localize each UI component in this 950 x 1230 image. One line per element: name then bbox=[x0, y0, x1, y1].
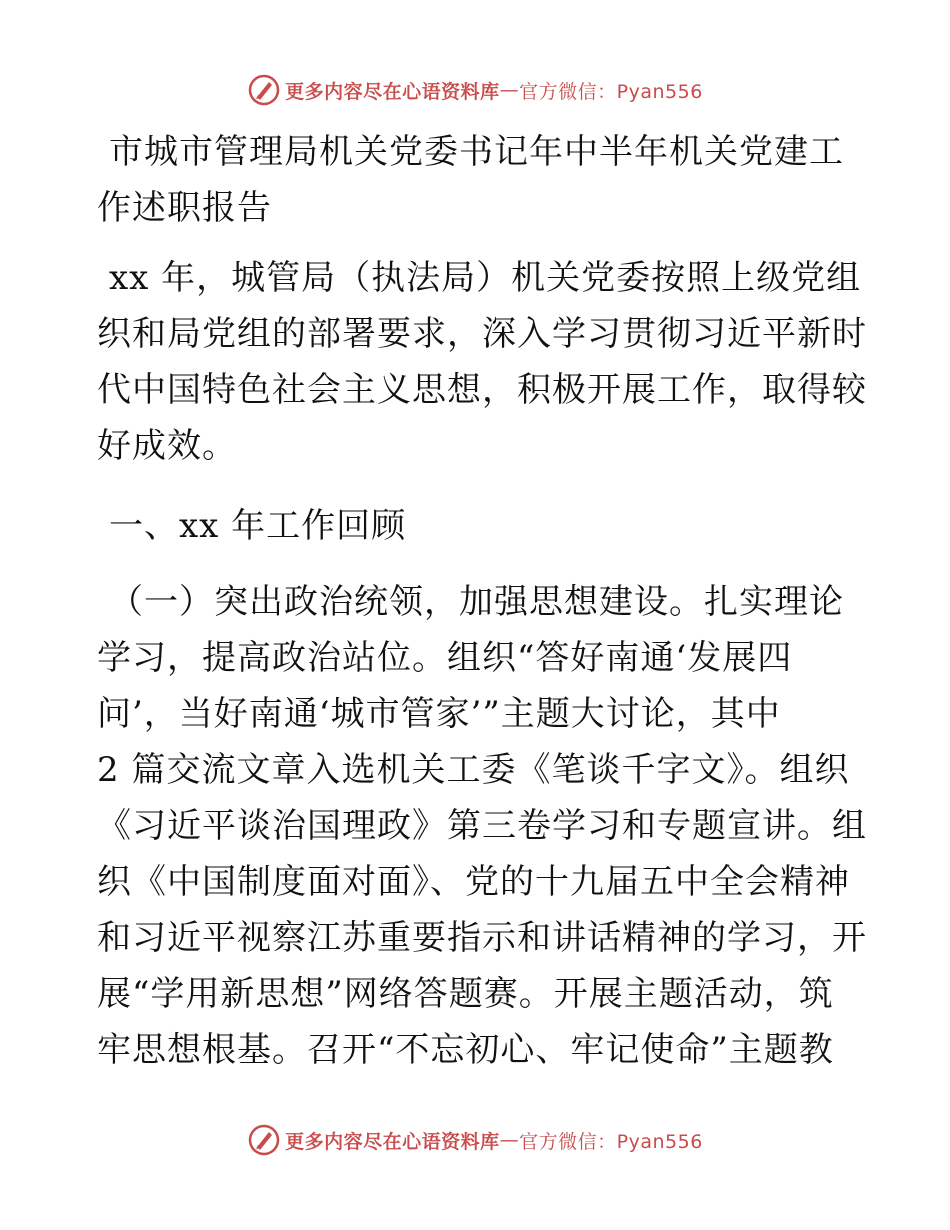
watermark-contact: 官方微信：Pyan556 bbox=[519, 80, 703, 103]
body-line-1: （一）突出政治统领，加强思想建设。扎实理论 bbox=[109, 582, 844, 622]
intro-line-3: 代中国特色社会主义思想，积极开展工作，取得较 bbox=[97, 370, 867, 410]
section-heading: 一、xx 年工作回顾 bbox=[109, 506, 407, 546]
watermark-brand: 更多内容尽在心语资料库 bbox=[285, 1130, 500, 1153]
body-line-3: 问’，当好南通‘城市管家’”主题大讨论，其中 bbox=[97, 694, 781, 734]
watermark-footer bbox=[0, 1120, 950, 1160]
watermark-dash: — bbox=[499, 1129, 520, 1151]
body-line-7: 和习近平视察江苏重要指示和讲话精神的学习，开 bbox=[97, 918, 867, 958]
body-line-2: 学习，提高政治站位。组织“答好南通‘发展四 bbox=[97, 638, 793, 678]
watermark-header bbox=[0, 70, 950, 110]
body-line-4: 2 篇交流文章入选机关工委《笔谈千字文》。组织 bbox=[97, 750, 850, 790]
intro-line-1: xx 年，城管局（执法局）机关党委按照上级党组 bbox=[109, 258, 862, 298]
intro-line-2: 织和局党组的部署要求，深入学习贯彻习近平新时 bbox=[97, 314, 867, 354]
doc-title-line-2: 作述职报告 bbox=[97, 188, 272, 228]
pen-circle-icon bbox=[247, 1123, 281, 1157]
body-line-6: 织《中国制度面对面》、党的十九届五中全会精神 bbox=[97, 862, 850, 902]
document-body bbox=[97, 124, 867, 1078]
watermark-brand: 更多内容尽在心语资料库 bbox=[285, 80, 500, 103]
body-line-5: 《习近平谈治国理政》第三卷学习和专题宣讲。组 bbox=[97, 806, 867, 846]
watermark-dash: — bbox=[499, 79, 520, 101]
intro-line-4: 好成效。 bbox=[97, 426, 237, 466]
body-line-9: 牢思想根基。召开“不忘初心、牢记使命”主题教 bbox=[97, 1030, 834, 1070]
doc-title-line-1: 市城市管理局机关党委书记年中半年机关党建工 bbox=[109, 132, 844, 172]
body-line-8: 展“学用新思想”网络答题赛。开展主题活动，筑 bbox=[97, 974, 834, 1014]
pen-circle-icon bbox=[247, 73, 281, 107]
watermark-contact: 官方微信：Pyan556 bbox=[519, 1130, 703, 1153]
